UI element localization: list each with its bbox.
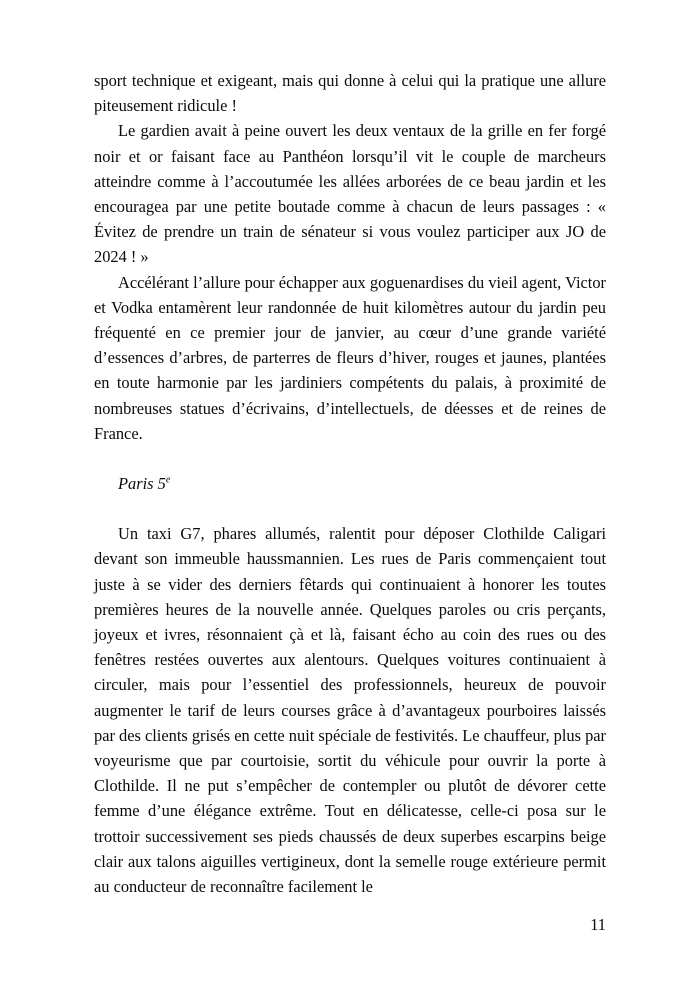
paragraph-continued: sport technique et exigeant, mais qui donne à celui qui la pratique une allure piteusement ridicule !	[94, 71, 606, 116]
section-heading	[94, 471, 606, 496]
page-number: 11	[590, 915, 606, 934]
section-heading-ordinal-suffix: e	[165, 474, 171, 486]
page-text-block	[94, 68, 606, 948]
section-heading-label: Paris 5	[118, 474, 166, 494]
paragraph-taxi: Un taxi G7, phares allumés, ralentit pour déposer Clothilde Caligari devant son immeuble haussmannien. Les rues de Paris commençaient tout juste à se vider des derniers fêtards qui continuaient à honorer les toutes premières heures de la nouvelle année. Quelques paroles ou cris perçants, joyeux et ivres, résonnaient çà et là, faisant écho au coin des rues ou des fenêtres restées ouvertes aux alentours. Quelques voitures continuaient à circuler, mais pour l’essentiel des professionnels, heureux de pouvoir augmenter le tarif de leurs courses grâce à d’avantageux pourboires laissés par des clients grisés en cette nuit spéciale de festivités. Le chauffeur, plus par voyeurisme que par courtoisie, sortit du véhicule pour ouvrir la porte à Clothilde. Il ne put s’empêcher de contempler ou plutôt de dévorer cette femme d’une élégance extrême. Tout en délicatesse, celle-ci posa sur le trottoir successivement ses pieds chaussés de deux superbes escarpins beige clair aux talons aiguilles vertigineux, dont la semelle rouge extérieure permit au conducteur de reconnaître facilement le	[94, 524, 606, 897]
body-text-column	[94, 68, 606, 899]
paragraph-walkers: Accélérant l’allure pour échapper aux goguenardises du vieil agent, Victor et Vodka entamèrent leur randonnée de huit kilomètres autour du jardin peu fréquenté en ce premier jour de janvier, au cœur d’une grande variété d’essences d’arbres, de parterres de fleurs d’hiver, rouges et jaunes, plantées en toute harmonie par les jardiniers compétents du palais, à proximité de nombreuses statues d’écrivains, d’intellectuels, de déesses et de reines de France.	[94, 272, 606, 443]
paragraph-guardian: Le gardien avait à peine ouvert les deux ventaux de la grille en fer forgé noir et or faisant face au Panthéon lorsqu’il vit le couple de marcheurs atteindre comme à l’accoutumée les allées arborées de ce beau jardin et les encouragea par une petite boutade comme à chacun de leurs passages : « Évitez de prendre un train de sénateur si vous voulez participer aux JO de 2024 ! »	[94, 121, 606, 267]
